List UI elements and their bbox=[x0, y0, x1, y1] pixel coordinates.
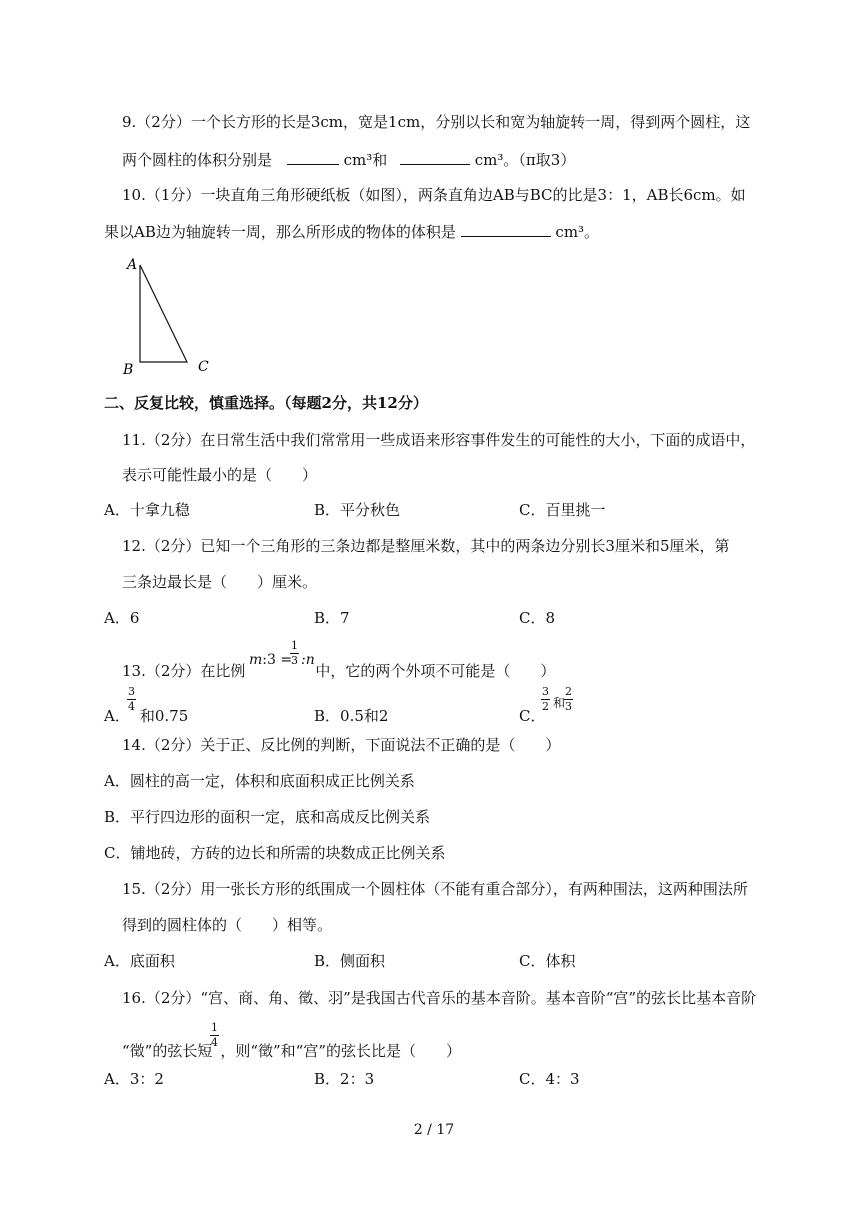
q14-line1: 14.（2分）关于正、反比例的判断，下面说法不正确的是（ ） bbox=[122, 736, 561, 754]
q10-unit: cm³。 bbox=[555, 223, 600, 241]
q9-blank-1[interactable] bbox=[287, 148, 339, 165]
q13-frac-num: 1 bbox=[291, 639, 298, 652]
q11-option-a[interactable]: A．十拿九稳 bbox=[104, 501, 190, 519]
right-triangle-figure bbox=[118, 250, 218, 378]
q10-line2 bbox=[104, 220, 599, 242]
q14-option-b[interactable]: B．平行四边形的面积一定，底和高成反比例关系 bbox=[104, 808, 431, 826]
q12-option-c[interactable]: C．8 bbox=[519, 609, 556, 627]
q9-blank-2[interactable] bbox=[400, 148, 470, 165]
q13-expr-m: m bbox=[249, 652, 263, 668]
q11-line2: 表示可能性最小的是（ ） bbox=[122, 466, 318, 484]
q13-c-mid: 和 bbox=[553, 696, 566, 710]
q13-expr-mid: :3 = bbox=[262, 652, 293, 668]
q10-line1: 10.（1分）一块直角三角形硬纸板（如图），两条直角边AB与BC的比是3：1，AB长6cm。如 bbox=[122, 186, 746, 204]
q15-line2: 得到的圆柱体的（ ）相等。 bbox=[122, 916, 333, 934]
q16-frac-num: 1 bbox=[211, 1021, 218, 1034]
q16-line1: 16.（2分）“宫、商、角、徵、羽”是我国古代音乐的基本音阶。基本音阶“宫”的弦长比基本音阶 bbox=[122, 989, 757, 1007]
q12-line2: 三条边最长是（ ）厘米。 bbox=[122, 573, 318, 591]
q14-option-c[interactable]: C．铺地砖，方砖的边长和所需的块数成正比例关系 bbox=[104, 844, 446, 862]
q13-c-label: C． bbox=[519, 707, 546, 725]
q11-option-b[interactable]: B．平分秋色 bbox=[314, 501, 401, 519]
q13-proportion bbox=[249, 652, 292, 668]
triangle-shape bbox=[140, 265, 187, 362]
q13-a-frac-den: 4 bbox=[128, 700, 135, 713]
q10-text: 果以AB边为轴旋转一周，那么所形成的物体的体积是 bbox=[104, 223, 456, 241]
q16-line2 bbox=[122, 1041, 461, 1061]
page-number: 2 / 17 bbox=[413, 1122, 455, 1138]
q13-proportion-end bbox=[301, 652, 315, 668]
q15-line1: 15.（2分）用一张长方形的纸围成一个圆柱体（不能有重合部分），有两种围法，这两种围法所 bbox=[122, 880, 748, 898]
q10-blank[interactable] bbox=[461, 220, 551, 237]
q16-option-a[interactable]: A．3：2 bbox=[104, 1070, 164, 1088]
q15-option-b[interactable]: B．侧面积 bbox=[314, 952, 386, 970]
q13-frac-den: 3 bbox=[291, 654, 298, 667]
q9-unit-2: cm³。（π取3） bbox=[474, 151, 576, 169]
q13-option-b[interactable]: B．0.5和2 bbox=[314, 707, 389, 725]
q9-line2 bbox=[122, 148, 575, 170]
q16-fraction bbox=[210, 1022, 219, 1049]
q13-c-frac2-den: 3 bbox=[565, 700, 572, 713]
q16-option-b[interactable]: B．2：3 bbox=[314, 1070, 375, 1088]
vertex-label-a: A bbox=[127, 257, 138, 273]
vertex-label-b: B bbox=[123, 362, 134, 378]
q15-option-a[interactable]: A．底面积 bbox=[104, 952, 175, 970]
q14-option-a[interactable]: A．圆柱的高一定，体积和底面积成正比例关系 bbox=[104, 772, 415, 790]
q13-c-fraction-2 bbox=[564, 686, 573, 713]
q9-unit-1: cm³和 bbox=[343, 151, 388, 169]
q13-option-a[interactable] bbox=[104, 706, 188, 726]
q15-option-c[interactable]: C．体积 bbox=[519, 952, 576, 970]
vertex-label-c: C bbox=[198, 359, 209, 375]
q13-c-frac2-num: 2 bbox=[565, 685, 572, 698]
q13-c-frac1-den: 2 bbox=[542, 700, 549, 713]
q9-text: 两个圆柱的体积分别是 bbox=[122, 151, 273, 169]
q13-a-label: A． bbox=[104, 707, 130, 725]
q11-line1: 11.（2分）在日常生活中我们常常用一些成语来形容事件发生的可能性的大小，下面的成语中， bbox=[122, 431, 756, 449]
q13-line bbox=[122, 661, 555, 681]
q13-a-rest: 和0.75 bbox=[139, 707, 189, 725]
q12-line1: 12.（2分）已知一个三角形的三条边都是整厘米数，其中的两条边分别长3厘米和5厘米，第 bbox=[122, 537, 730, 555]
q13-c-frac1-num: 3 bbox=[542, 685, 549, 698]
section-title: 二、反复比较，慎重选择。（每题2分，共12分） bbox=[104, 394, 428, 412]
q13-a-fraction bbox=[127, 686, 136, 713]
q13-expr-n: :n bbox=[301, 652, 315, 668]
q12-option-b[interactable]: B．7 bbox=[314, 609, 350, 627]
q13-c-fraction-1 bbox=[541, 686, 550, 713]
q11-option-c[interactable]: C．百里挑一 bbox=[519, 501, 606, 519]
q13-fraction bbox=[290, 640, 299, 667]
q16-frac-den: 4 bbox=[211, 1036, 218, 1049]
q13-pre: 13.（2分）在比例 bbox=[122, 662, 246, 680]
q9-line1: 9.（2分）一个长方形的长是3cm，宽是1cm，分别以长和宽为轴旋转一周，得到两个圆柱，这 bbox=[122, 113, 751, 131]
q16-option-c[interactable]: C．4：3 bbox=[519, 1070, 580, 1088]
q12-option-a[interactable]: A．6 bbox=[104, 609, 140, 627]
q13-a-frac-num: 3 bbox=[128, 685, 135, 698]
q16-text-b: ，则“徵”和“宫”的弦长比是（ ） bbox=[220, 1042, 462, 1060]
q16-text-a: “徵”的弦长短 bbox=[122, 1042, 213, 1060]
q13-post: 中，它的两个外项不可能是（ ） bbox=[315, 662, 556, 680]
